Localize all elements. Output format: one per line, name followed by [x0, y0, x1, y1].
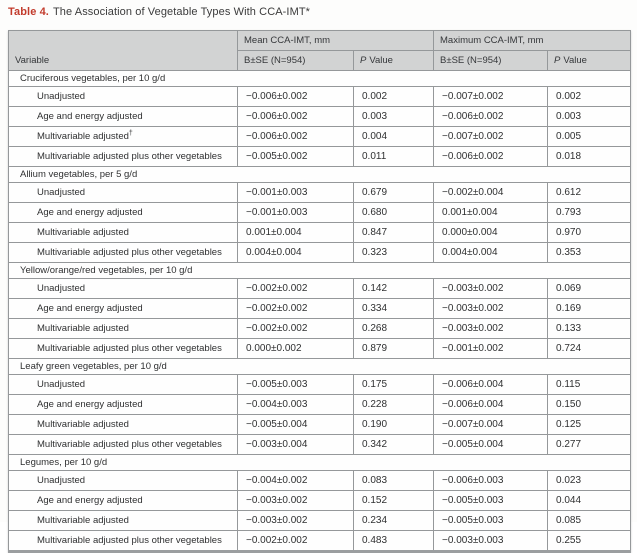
table-row: [9, 127, 631, 147]
max-pvalue-cell: 0.002: [548, 87, 631, 107]
max-bse-value-cell: −0.001±0.002: [434, 339, 548, 359]
max-bse-value-cell: −0.006±0.002: [434, 147, 548, 167]
table-row: [9, 107, 631, 127]
max-bse-value-cell: −0.003±0.002: [434, 279, 548, 299]
max-pvalue-cell: 0.169: [548, 299, 631, 319]
section-label: Yellow/orange/red vegetables, per 10 g/d: [9, 263, 631, 279]
max-bse-value-cell: −0.006±0.004: [434, 375, 548, 395]
mean-pvalue-cell: 0.342: [354, 435, 434, 455]
max-pvalue-cell: 0.085: [548, 511, 631, 531]
section-label: Legumes, per 10 g/d: [9, 455, 631, 471]
mean-bse-value-cell: −0.002±0.002: [238, 319, 354, 339]
value-label: Value: [563, 55, 587, 66]
mean-pvalue-cell: 0.679: [354, 183, 434, 203]
mean-pvalue-cell: 0.847: [354, 223, 434, 243]
mean-bse-value-cell: −0.001±0.003: [238, 203, 354, 223]
table-row: [9, 319, 631, 339]
mean-pvalue-cell: 0.175: [354, 375, 434, 395]
row-label-cell: [9, 415, 238, 435]
mean-bse-value-cell: −0.004±0.003: [238, 395, 354, 415]
row-label-cell: [9, 299, 238, 319]
group-header-row: [9, 31, 631, 51]
mean-bse-value-cell: −0.006±0.002: [238, 127, 354, 147]
mean-bse-value-cell: 0.004±0.004: [238, 243, 354, 263]
mean-bse-value-cell: −0.006±0.002: [238, 87, 354, 107]
table-row: [9, 223, 631, 243]
row-label-cell: [9, 319, 238, 339]
table-row: [9, 395, 631, 415]
row-label-text: Age and energy adjusted: [37, 111, 143, 122]
mean-bse-column-header: B±SE (N=954): [238, 51, 354, 71]
max-bse-value-cell: −0.005±0.004: [434, 435, 548, 455]
row-label-text: Unadjusted: [37, 187, 86, 198]
row-label-cell: [9, 183, 238, 203]
row-label-text: Age and energy adjusted: [37, 303, 143, 314]
max-pvalue-cell: 0.724: [548, 339, 631, 359]
max-bse-value-cell: −0.006±0.003: [434, 471, 548, 491]
mean-pvalue-cell: 0.268: [354, 319, 434, 339]
mean-pvalue-cell: 0.323: [354, 243, 434, 263]
row-label-text: Unadjusted: [37, 91, 86, 102]
mean-bse-value-cell: −0.005±0.004: [238, 415, 354, 435]
mean-bse-value-cell: −0.003±0.002: [238, 491, 354, 511]
row-label-cell: [9, 87, 238, 107]
max-bse-value-cell: −0.003±0.002: [434, 319, 548, 339]
max-pvalue-cell: 0.044: [548, 491, 631, 511]
max-pvalue-cell: 0.150: [548, 395, 631, 415]
section-label: Cruciferous vegetables, per 10 g/d: [9, 71, 631, 87]
maximum-cca-imt-group-header: Maximum CCA-IMT, mm: [434, 31, 631, 51]
row-label-cell: [9, 203, 238, 223]
row-label-cell: [9, 147, 238, 167]
max-pvalue-cell: 0.115: [548, 375, 631, 395]
row-label-cell: [9, 223, 238, 243]
max-bse-value-cell: −0.005±0.003: [434, 511, 548, 531]
max-pvalue-cell: 0.003: [548, 107, 631, 127]
mean-pvalue-cell: 0.152: [354, 491, 434, 511]
max-pvalue-cell: 0.277: [548, 435, 631, 455]
row-label-text: Multivariable adjusted plus other vegetables: [37, 247, 222, 258]
table-row: [9, 299, 631, 319]
table-row: [9, 471, 631, 491]
row-label-cell: [9, 339, 238, 359]
max-pvalue-cell: 0.125: [548, 415, 631, 435]
table-row: [9, 339, 631, 359]
row-label-cell: [9, 531, 238, 552]
mean-pvalue-cell: 0.011: [354, 147, 434, 167]
max-pvalue-cell: 0.018: [548, 147, 631, 167]
max-pvalue-column-header: [548, 51, 631, 71]
mean-bse-value-cell: 0.000±0.002: [238, 339, 354, 359]
max-bse-column-header: B±SE (N=954): [434, 51, 548, 71]
table-row: [9, 243, 631, 263]
row-label-cell: [9, 107, 238, 127]
value-label: Value: [369, 55, 393, 66]
mean-pvalue-cell: 0.234: [354, 511, 434, 531]
row-label-cell: [9, 471, 238, 491]
table-row: [9, 183, 631, 203]
max-bse-value-cell: 0.004±0.004: [434, 243, 548, 263]
max-pvalue-cell: 0.612: [548, 183, 631, 203]
row-label-text: Unadjusted: [37, 379, 86, 390]
mean-pvalue-cell: 0.004: [354, 127, 434, 147]
section-row: [9, 455, 631, 471]
mean-pvalue-cell: 0.083: [354, 471, 434, 491]
table-row: [9, 87, 631, 107]
row-label-cell: [9, 435, 238, 455]
max-bse-value-cell: −0.007±0.004: [434, 415, 548, 435]
row-label-text: Unadjusted: [37, 283, 86, 294]
mean-cca-imt-group-header: Mean CCA-IMT, mm: [238, 31, 434, 51]
row-label-text: Age and energy adjusted: [37, 495, 143, 506]
max-bse-value-cell: −0.006±0.004: [434, 395, 548, 415]
mean-bse-value-cell: −0.002±0.002: [238, 299, 354, 319]
max-bse-value-cell: −0.005±0.003: [434, 491, 548, 511]
section-label: Leafy green vegetables, per 10 g/d: [9, 359, 631, 375]
row-label-text: Multivariable adjusted: [37, 323, 129, 334]
row-label-text: Multivariable adjusted: [37, 227, 129, 238]
mean-pvalue-cell: 0.190: [354, 415, 434, 435]
mean-bse-value-cell: −0.002±0.002: [238, 531, 354, 552]
mean-bse-value-cell: −0.003±0.004: [238, 435, 354, 455]
mean-pvalue-cell: 0.334: [354, 299, 434, 319]
row-label-text: Multivariable adjusted: [37, 419, 129, 430]
mean-pvalue-cell: 0.228: [354, 395, 434, 415]
max-pvalue-cell: 0.023: [548, 471, 631, 491]
p-italic-label: P: [554, 55, 561, 66]
max-bse-value-cell: −0.006±0.002: [434, 107, 548, 127]
row-label-text: Multivariable adjusted plus other vegetables: [37, 151, 222, 162]
mean-pvalue-cell: 0.879: [354, 339, 434, 359]
table-caption: The Association of Vegetable Types With CCA-IMT*: [52, 6, 311, 18]
mean-pvalue-cell: 0.142: [354, 279, 434, 299]
section-row: [9, 71, 631, 87]
mean-pvalue-cell: 0.002: [354, 87, 434, 107]
mean-bse-value-cell: −0.005±0.003: [238, 375, 354, 395]
row-label-text: Multivariable adjusted: [37, 515, 129, 526]
table-header: [9, 31, 631, 71]
max-bse-value-cell: 0.001±0.004: [434, 203, 548, 223]
table-row: [9, 375, 631, 395]
mean-bse-value-cell: 0.001±0.004: [238, 223, 354, 243]
table-row: [9, 531, 631, 552]
row-label-text: Multivariable adjusted plus other vegetables: [37, 343, 222, 354]
variable-column-header: Variable: [9, 31, 238, 71]
table-row: [9, 435, 631, 455]
max-pvalue-cell: 0.793: [548, 203, 631, 223]
row-label-cell: [9, 243, 238, 263]
mean-bse-value-cell: −0.002±0.002: [238, 279, 354, 299]
table-row: [9, 203, 631, 223]
row-label-cell: [9, 127, 238, 147]
max-bse-value-cell: −0.007±0.002: [434, 127, 548, 147]
row-label-cell: [9, 395, 238, 415]
max-bse-value-cell: −0.003±0.003: [434, 531, 548, 552]
max-pvalue-cell: 0.133: [548, 319, 631, 339]
max-pvalue-cell: 0.069: [548, 279, 631, 299]
mean-bse-value-cell: −0.001±0.003: [238, 183, 354, 203]
max-bse-value-cell: −0.007±0.002: [434, 87, 548, 107]
section-row: [9, 167, 631, 183]
row-label-text: Multivariable adjusted plus other vegetables: [37, 535, 222, 546]
mean-pvalue-cell: 0.483: [354, 531, 434, 552]
mean-bse-value-cell: −0.003±0.002: [238, 511, 354, 531]
section-row: [9, 263, 631, 279]
section-label: Allium vegetables, per 5 g/d: [9, 167, 631, 183]
mean-pvalue-cell: 0.680: [354, 203, 434, 223]
max-pvalue-cell: 0.255: [548, 531, 631, 552]
row-label-text: Multivariable adjusted: [37, 131, 129, 142]
table-number-label: Table 4.: [8, 6, 49, 18]
mean-pvalue-column-header: [354, 51, 434, 71]
table-row: [9, 147, 631, 167]
max-bse-value-cell: −0.002±0.004: [434, 183, 548, 203]
dagger-footnote-marker: †: [128, 129, 133, 137]
mean-pvalue-cell: 0.003: [354, 107, 434, 127]
row-label-text: Age and energy adjusted: [37, 399, 143, 410]
table-row: [9, 279, 631, 299]
table-row: [9, 511, 631, 531]
row-label-cell: [9, 375, 238, 395]
max-pvalue-cell: 0.970: [548, 223, 631, 243]
row-label-cell: [9, 279, 238, 299]
mean-bse-value-cell: −0.004±0.002: [238, 471, 354, 491]
table-row: [9, 491, 631, 511]
max-bse-value-cell: −0.003±0.002: [434, 299, 548, 319]
mean-bse-value-cell: −0.005±0.002: [238, 147, 354, 167]
max-bse-value-cell: 0.000±0.004: [434, 223, 548, 243]
p-italic-label: P: [360, 55, 367, 66]
max-pvalue-cell: 0.353: [548, 243, 631, 263]
table-body: [9, 71, 631, 552]
mean-bse-value-cell: −0.006±0.002: [238, 107, 354, 127]
row-label-text: Unadjusted: [37, 475, 86, 486]
section-row: [9, 359, 631, 375]
row-label-cell: [9, 511, 238, 531]
vegetable-cca-imt-table: [8, 30, 631, 553]
row-label-cell: [9, 491, 238, 511]
max-pvalue-cell: 0.005: [548, 127, 631, 147]
row-label-text: Multivariable adjusted plus other vegetables: [37, 439, 222, 450]
row-label-text: Age and energy adjusted: [37, 207, 143, 218]
table-row: [9, 415, 631, 435]
table-title: [8, 6, 310, 18]
